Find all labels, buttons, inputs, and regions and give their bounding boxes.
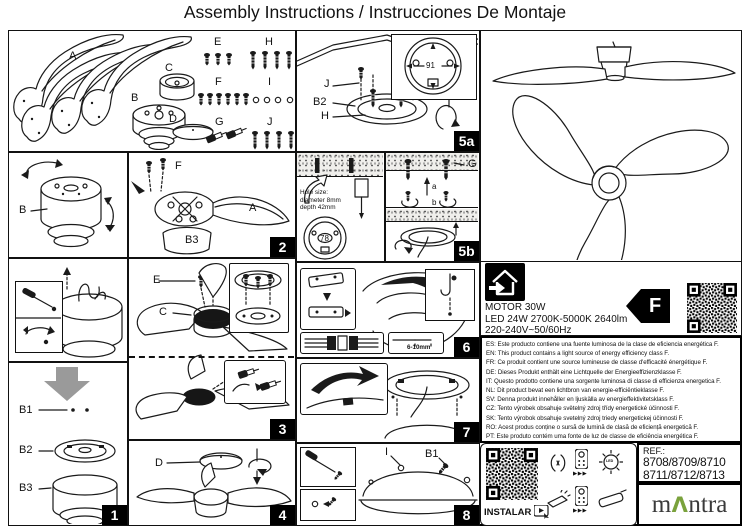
label-b3: B3 xyxy=(185,234,199,246)
step-badge-7: 7 xyxy=(454,422,479,442)
ref-box xyxy=(637,443,742,483)
panel-step-8 xyxy=(296,443,480,526)
inset-screwdriver xyxy=(15,281,63,353)
inset-bracket-steps xyxy=(300,268,356,330)
panel-step-5a xyxy=(296,30,480,152)
parts-drawing xyxy=(9,31,294,150)
panel-step-5b xyxy=(385,152,480,262)
language-line: ES: Este producto contiene una fuente luminosa de la clase de eficiencia energética F. xyxy=(486,341,719,348)
dim-91-label: 91 xyxy=(426,61,435,70)
part-label-c: C xyxy=(165,62,173,74)
brand-leaf-glyph: Λ xyxy=(671,492,688,517)
part-label-f: F xyxy=(215,76,222,88)
sequence-arrows-2: ▶▶▶ xyxy=(573,508,588,514)
inset-terminal xyxy=(300,332,384,354)
ref-label: REF.: xyxy=(643,446,666,456)
qr-code-install xyxy=(485,447,539,501)
label-g: G xyxy=(468,158,477,170)
part-label-j: J xyxy=(267,116,273,128)
hole-note-line2: diameter 8mm xyxy=(300,196,341,204)
label-a: a xyxy=(432,182,437,191)
panel-step-4 xyxy=(128,440,296,526)
led-badge: LED xyxy=(606,459,614,463)
dim-78-label: 78 xyxy=(320,234,329,243)
panel-pairing xyxy=(480,443,637,526)
spec-led: LED 24W 2700K-5000K 2640lm xyxy=(485,313,628,325)
panel-step-1 xyxy=(8,362,128,526)
panel-motor-rotate xyxy=(8,152,128,258)
remote-icon-1 xyxy=(575,449,588,469)
panel-fan-views xyxy=(480,30,742,262)
inset-connectors xyxy=(224,360,286,404)
sequence-arrows-1: ▶▶▶ xyxy=(573,471,588,477)
step-badge-1: 1 xyxy=(102,505,127,525)
brand-logo-m: m xyxy=(651,490,672,518)
step3-divider xyxy=(129,356,294,358)
unpair-icon xyxy=(547,452,569,474)
motor-rotate-drawing xyxy=(9,153,126,256)
energy-class-letter: F xyxy=(649,295,662,317)
part-label-d: D xyxy=(169,113,177,125)
label-d: D xyxy=(155,457,163,469)
part-label-e: E xyxy=(214,36,222,48)
language-line: RO: Acest produs conține o sursă de lumină de clasă de eficiență energetică F. xyxy=(486,423,699,431)
step-badge-8: 8 xyxy=(454,505,479,525)
qr-code-energy xyxy=(686,282,738,334)
brand-logo xyxy=(637,483,742,526)
part-label-g: G xyxy=(215,116,224,128)
hole-note xyxy=(300,189,354,212)
panel-step-7 xyxy=(296,358,480,443)
gray-down-arrow xyxy=(44,367,90,401)
panel-parts xyxy=(8,30,296,152)
label-f: F xyxy=(175,160,182,172)
language-line: DE: Dieses Produkt enthält eine Lichtquelle der Energieeffizienzklasse F. xyxy=(486,368,682,376)
energy-languages-box xyxy=(480,336,742,443)
label-i: I xyxy=(385,446,389,458)
panel-step-6 xyxy=(296,262,480,358)
ref-line-1: 8708/8709/8710 xyxy=(643,455,726,469)
language-line: SK: Tento výrobok obsahuje svetelný zdroj triedy energetickej účinnosti F. xyxy=(486,414,684,422)
spec-power: 220-240V~50/60Hz xyxy=(485,325,572,336)
language-line: SV: Denna produkt innehåller en ljuskälla av energieffektivitetsklass F. xyxy=(486,396,674,404)
energy-class-arrow xyxy=(626,289,670,323)
step-badge-5b: 5b xyxy=(454,241,479,261)
step-badge-5a: 5a xyxy=(454,131,479,151)
step-badge-6: 6 xyxy=(454,337,479,357)
label-b1: B1 xyxy=(19,404,33,416)
label-j: J xyxy=(324,78,330,90)
part-label-a: A xyxy=(69,50,77,62)
install-label: INSTALAR xyxy=(484,507,532,518)
label-b2: B2 xyxy=(19,444,33,456)
battery-insert-icon xyxy=(545,490,571,510)
inset-91 xyxy=(391,34,477,100)
label-a: A xyxy=(249,202,257,214)
language-line: EN: This product contains a light source of energy efficiency class F. xyxy=(486,350,670,358)
step-badge-4: 4 xyxy=(270,505,295,525)
inset-washer xyxy=(300,489,356,521)
part-label-i: I xyxy=(268,76,272,88)
label-b2: B2 xyxy=(313,96,327,108)
inset-hook xyxy=(425,269,475,321)
hole-note-line3: depth 42mm xyxy=(300,204,336,212)
panel-motor-wires xyxy=(8,258,128,362)
page-title: Assembly Instructions / Instrucciones De Montaje xyxy=(183,2,567,22)
label-b3: B3 xyxy=(19,482,33,494)
panel-specs xyxy=(480,262,742,336)
language-line: CZ: Tento výrobek obsahuje světelný zdroj třídy energetické účinnosti F. xyxy=(486,405,680,413)
panel-step-3 xyxy=(128,258,296,440)
inset-cup-screws xyxy=(229,263,289,333)
label-b1: B1 xyxy=(425,448,439,460)
spec-motor: MOTOR 30W xyxy=(485,302,546,313)
language-line: FR: Ce produit contient une source lumineuse de classe d'efficacité énergétique F. xyxy=(486,359,708,367)
fan-views-drawing xyxy=(481,31,740,260)
label-h: H xyxy=(321,110,329,122)
language-line: PT: Este produto contém uma fonte de luz de classe de eficiência energética F. xyxy=(486,433,699,441)
remote-icon-2 xyxy=(575,486,588,506)
label-b: B xyxy=(19,204,27,216)
energy-house-icon xyxy=(485,263,525,301)
inset-rotate-lock xyxy=(300,363,388,415)
brand-logo-rest: ntra xyxy=(688,490,728,518)
inset-screwdriver-2 xyxy=(300,447,356,487)
part-label-b: B xyxy=(131,92,139,104)
step-badge-2: 2 xyxy=(270,237,295,257)
label-c: C xyxy=(159,306,167,318)
step-badge-3: 3 xyxy=(270,419,295,439)
language-line: IT: Questo prodotto contiene una sorgente luminosa di classe di efficienza energetica F. xyxy=(486,377,721,385)
panel-step-2 xyxy=(128,152,296,258)
inset-wire-strip xyxy=(388,332,444,354)
ref-line-2: 8711/8712/8713 xyxy=(643,468,725,482)
panel-hole-size xyxy=(296,152,385,262)
label-e: E xyxy=(153,274,161,286)
receiver-icon xyxy=(597,488,627,510)
label-b: b xyxy=(432,198,437,207)
part-label-h: H xyxy=(265,36,273,48)
hole-note-line1: Hole size: xyxy=(300,189,329,196)
language-line: NL: Dit product bevat een lichtbron van energie-efficiëntieklasse F. xyxy=(486,387,665,395)
wire-strip-label: 6-10mm xyxy=(407,344,431,351)
